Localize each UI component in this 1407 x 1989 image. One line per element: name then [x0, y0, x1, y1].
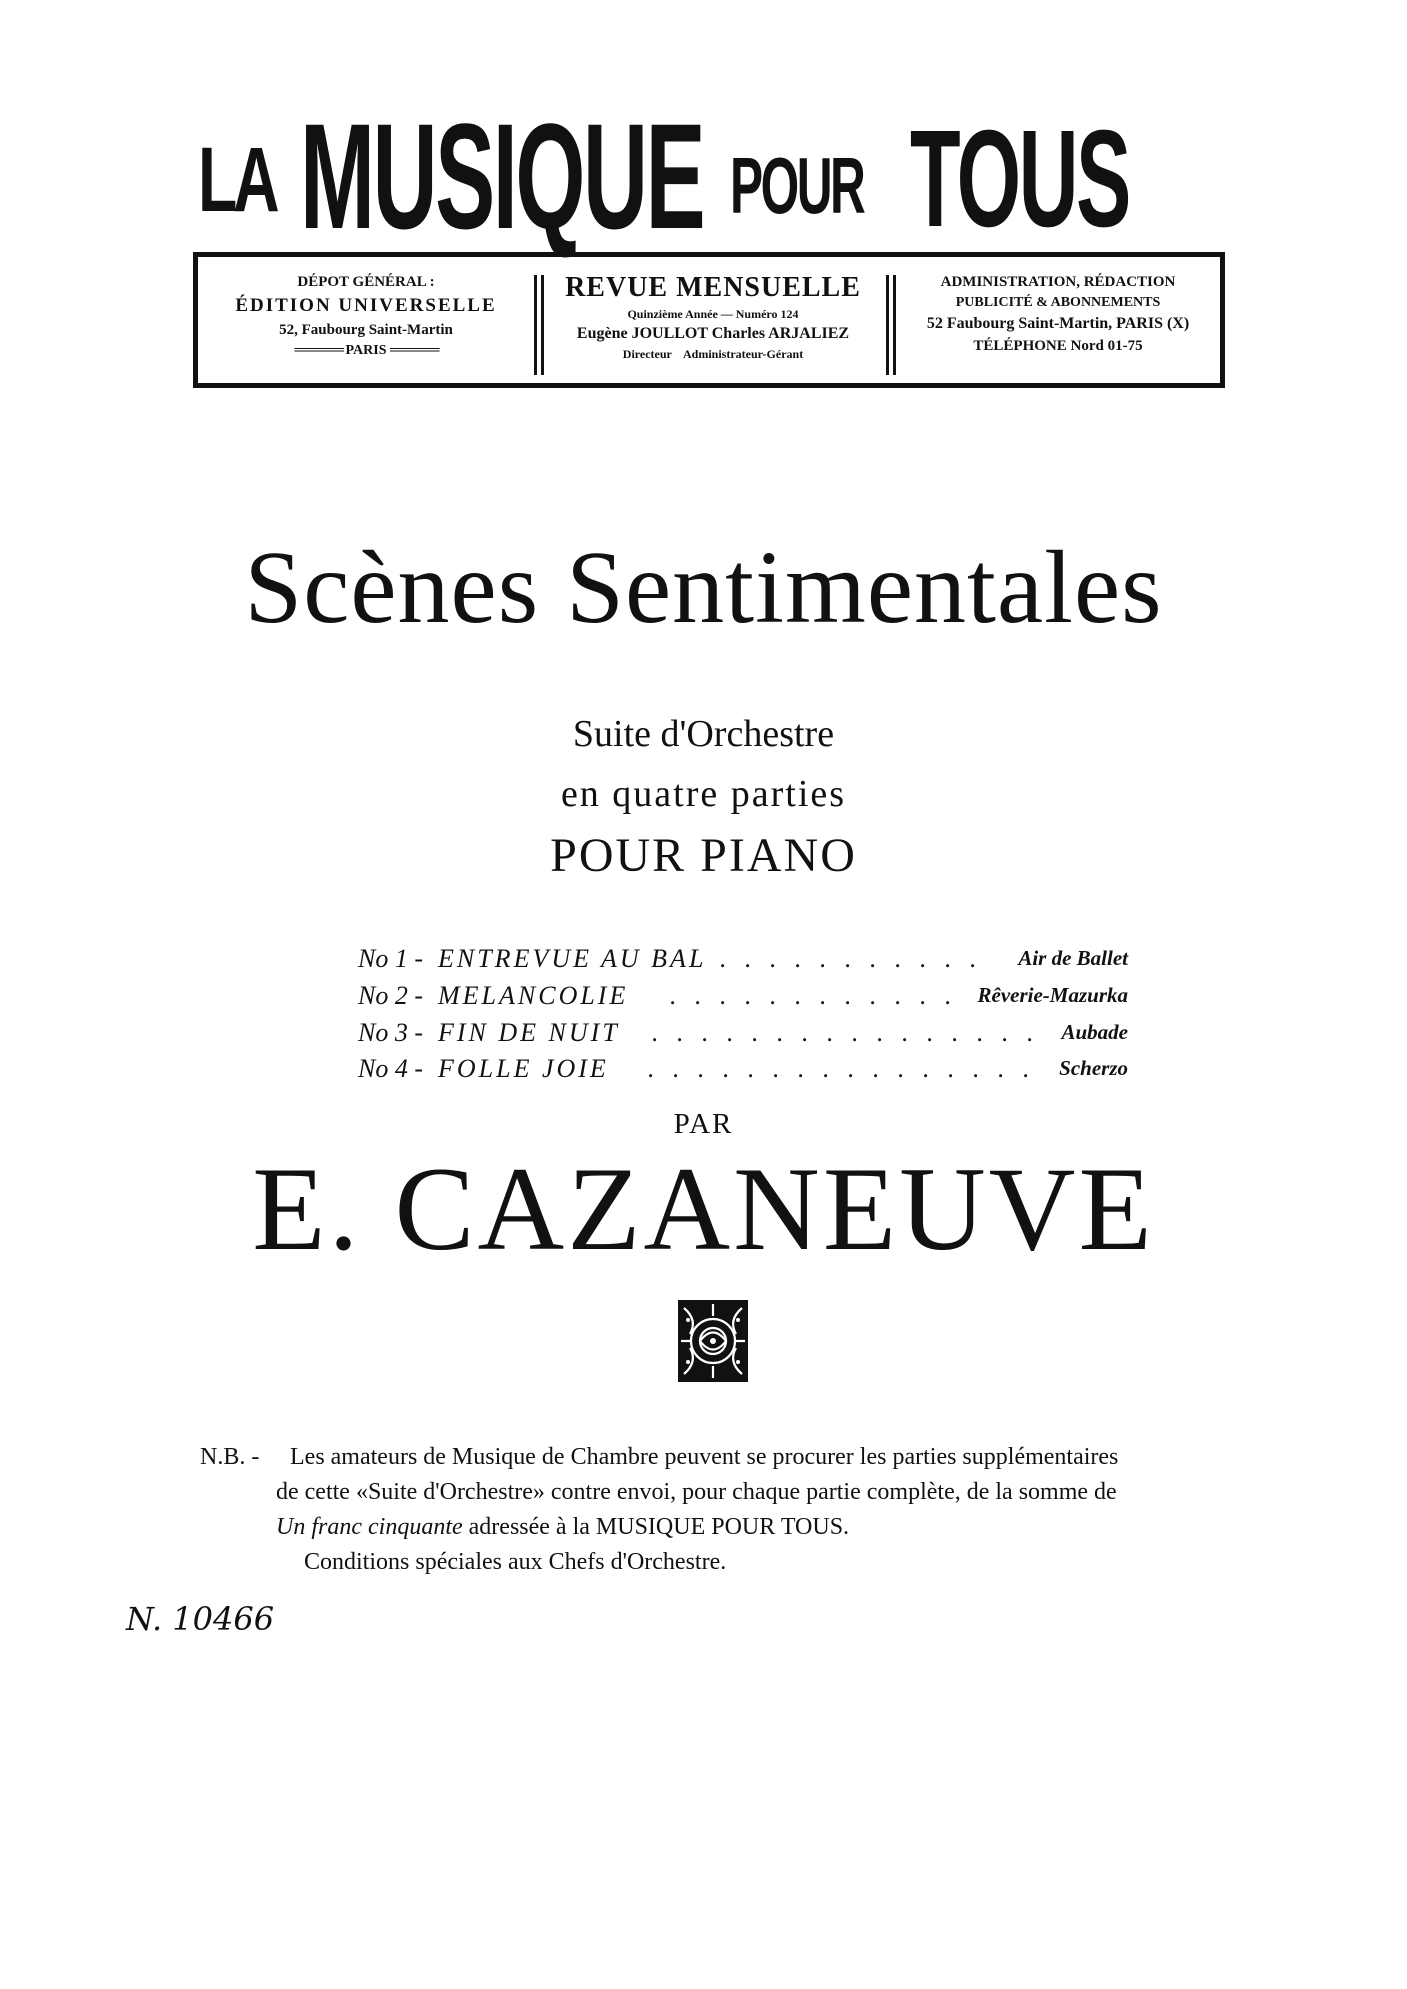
piece-genre: Scherzo	[1059, 1056, 1128, 1080]
subtitle-suite: Suite d'Orchestre	[572, 713, 835, 755]
note-line: Les amateurs de Musique de Chambre peuvent se procurer les parties supplémentaires	[290, 1444, 1119, 1470]
piece-name: FOLLE JOIE	[438, 1054, 609, 1083]
masthead-musique: MUSIQUE	[300, 92, 704, 260]
masthead-pour: POUR	[730, 141, 864, 230]
revue-staff: Eugène JOULLOT Charles ARJALIEZ	[576, 325, 850, 342]
revue-title: REVUE MENSUELLE	[565, 272, 861, 303]
leader-dots: . . . . . . . . . . . .	[670, 981, 958, 1010]
header-admin-column	[898, 271, 1218, 357]
admin-telephone: TÉLÉPHONE Nord 01-75	[973, 338, 1143, 354]
admin-services: PUBLICITÉ & ABONNEMENTS	[955, 295, 1161, 310]
note-price-rest: adressée à la MUSIQUE POUR TOUS.	[462, 1514, 850, 1540]
header-depot-column	[206, 271, 526, 361]
piece-genre: Rêverie-Mazurka	[977, 983, 1128, 1007]
leader-dots: . . . . . . . . . . . . . . . .	[648, 1054, 1036, 1083]
list-item	[358, 981, 1128, 1017]
piece-number: No 4 -	[358, 1054, 423, 1083]
leader-dots: . . . . . . . . . . . . . . . .	[652, 1018, 1040, 1047]
piece-number: No 1 -	[358, 944, 423, 973]
by-label: PAR	[673, 1108, 734, 1140]
piece-name: FIN DE NUIT	[438, 1018, 620, 1047]
revue-roles: Directeur Administrateur-Gérant	[622, 347, 804, 361]
piece-genre: Aubade	[1061, 1020, 1128, 1044]
masthead-logo	[150, 88, 1190, 260]
note-line: de cette «Suite d'Orchestre» contre envoi, pour chaque partie complète, de la somme de	[276, 1479, 1117, 1505]
masthead-la: LA	[198, 129, 276, 231]
piece-number: No 3 -	[358, 1018, 423, 1047]
note-label: N.B. -	[200, 1444, 260, 1470]
depot-city: ══════ PARIS ══════	[294, 343, 438, 358]
leader-dots: . . . . . . . . . . .	[720, 944, 983, 973]
piece-genre: Air de Ballet	[1018, 946, 1128, 970]
note-line	[276, 1510, 849, 1545]
list-item	[358, 944, 1128, 980]
subtitle-instrument: POUR PIANO	[550, 829, 857, 882]
ornament-icon	[678, 1300, 748, 1382]
admin-label: ADMINISTRATION, RÉDACTION	[940, 274, 1176, 290]
depot-label: DÉPOT GÉNÉRAL :	[297, 274, 435, 290]
header-info-box	[193, 252, 1225, 388]
revue-issue: Quinzième Année — Numéro 124	[627, 307, 799, 321]
depot-edition: ÉDITION UNIVERSELLE	[235, 295, 497, 316]
depot-address: 52, Faubourg Saint-Martin	[279, 322, 453, 338]
composer-name: E. CAZANEUVE	[252, 1142, 1155, 1275]
piece-name: ENTREVUE AU BAL	[438, 944, 707, 973]
header-separator	[886, 275, 896, 375]
header-separator	[534, 275, 544, 375]
note-line: Conditions spéciales aux Chefs d'Orchestre.	[304, 1549, 727, 1575]
piece-number: No 2 -	[358, 981, 423, 1010]
admin-address: 52 Faubourg Saint-Martin, PARIS (X)	[926, 315, 1190, 332]
list-item	[358, 1054, 1128, 1090]
page-title: Scènes Sentimentales	[244, 530, 1163, 645]
masthead-tous: TOUS	[910, 102, 1129, 256]
piece-name: MELANCOLIE	[438, 981, 629, 1010]
list-item	[358, 1018, 1128, 1054]
subtitle-parts: en quatre parties	[560, 773, 847, 815]
catalog-number: N. 10466	[126, 1600, 275, 1638]
header-revue-column	[548, 271, 878, 363]
note-price: Un franc cinquante	[276, 1514, 463, 1540]
